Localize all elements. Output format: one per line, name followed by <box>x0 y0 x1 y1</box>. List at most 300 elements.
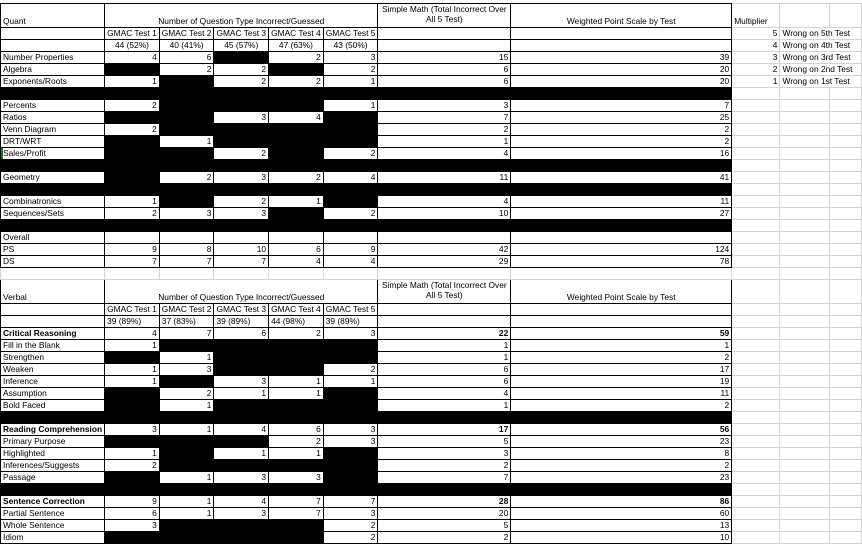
cell[interactable] <box>732 148 780 160</box>
group-header[interactable]: Number of Question Type Incorrect/Guessed <box>105 280 378 304</box>
cell[interactable] <box>732 412 780 424</box>
section-title[interactable]: Quant <box>1 4 105 28</box>
simple-total[interactable]: 22 <box>378 328 511 340</box>
separator-cell[interactable] <box>378 220 511 232</box>
simple-total[interactable]: 29 <box>378 256 511 268</box>
test-score[interactable]: 44 (98%) <box>269 316 324 328</box>
cell[interactable] <box>732 520 780 532</box>
separator-cell[interactable] <box>323 160 378 172</box>
blocked-cell[interactable] <box>269 520 324 532</box>
value-cell[interactable]: 1 <box>269 376 324 388</box>
cell[interactable] <box>780 424 830 436</box>
row-label[interactable]: DRT/WRT <box>1 136 105 148</box>
cell[interactable] <box>780 256 830 268</box>
cell[interactable] <box>732 424 780 436</box>
row-label[interactable]: Ratios <box>1 112 105 124</box>
row-label[interactable]: Reading Comprehension <box>1 424 105 436</box>
cell[interactable] <box>830 508 862 520</box>
cell[interactable] <box>378 268 511 280</box>
value-cell[interactable]: 4 <box>269 112 324 124</box>
simple-math-header[interactable]: Simple Math (Total Incorrect Over All 5 Test) <box>378 4 511 28</box>
cell[interactable] <box>780 220 830 232</box>
weighted-total[interactable]: 16 <box>511 148 732 160</box>
test-header[interactable]: GMAC Test 5 <box>323 304 378 316</box>
value-cell[interactable]: 1 <box>105 376 160 388</box>
multiplier-value[interactable]: 1 <box>732 76 780 88</box>
row-label[interactable]: PS <box>1 244 105 256</box>
row-label[interactable]: Passage <box>1 472 105 484</box>
row-label[interactable]: Assumption <box>1 388 105 400</box>
cell[interactable] <box>780 520 830 532</box>
separator-cell[interactable] <box>214 220 269 232</box>
cell[interactable] <box>732 448 780 460</box>
blocked-cell[interactable] <box>269 208 324 220</box>
blocked-cell[interactable] <box>323 400 378 412</box>
blocked-cell[interactable] <box>214 124 269 136</box>
cell[interactable] <box>830 316 862 328</box>
cell[interactable] <box>511 304 732 316</box>
separator-cell[interactable] <box>105 220 160 232</box>
cell[interactable] <box>780 280 830 304</box>
simple-math-header[interactable]: Simple Math (Total Incorrect Over All 5 Test) <box>378 280 511 304</box>
value-cell[interactable]: 2 <box>323 520 378 532</box>
separator-cell[interactable] <box>269 412 324 424</box>
row-label[interactable]: Inferences/Suggests <box>1 460 105 472</box>
simple-total[interactable]: 1 <box>378 136 511 148</box>
separator-cell[interactable] <box>378 484 511 496</box>
cell[interactable] <box>732 196 780 208</box>
simple-total[interactable]: 5 <box>378 520 511 532</box>
weighted-total[interactable]: 41 <box>511 172 732 184</box>
cell[interactable] <box>830 520 862 532</box>
cell[interactable] <box>732 256 780 268</box>
test-score[interactable]: 37 (83%) <box>159 316 214 328</box>
weighted-total[interactable]: 2 <box>511 352 732 364</box>
value-cell[interactable]: 9 <box>105 244 160 256</box>
cell[interactable] <box>732 280 780 304</box>
cell[interactable] <box>732 496 780 508</box>
cell[interactable] <box>732 208 780 220</box>
cell[interactable] <box>830 184 862 196</box>
value-cell[interactable]: 1 <box>159 508 214 520</box>
row-label[interactable]: Sales/Profit <box>1 148 105 160</box>
weighted-total[interactable]: 20 <box>511 64 732 76</box>
value-cell[interactable]: 2 <box>323 64 378 76</box>
cell[interactable] <box>732 124 780 136</box>
cell[interactable] <box>780 472 830 484</box>
separator-cell[interactable] <box>1 88 105 100</box>
separator-cell[interactable] <box>511 88 732 100</box>
blocked-cell[interactable] <box>323 112 378 124</box>
value-cell[interactable]: 1 <box>269 388 324 400</box>
cell[interactable] <box>214 268 269 280</box>
weighted-total[interactable]: 2 <box>511 400 732 412</box>
value-cell[interactable]: 2 <box>159 172 214 184</box>
cell[interactable] <box>1 268 105 280</box>
simple-total[interactable]: 11 <box>378 172 511 184</box>
row-label[interactable]: Percents <box>1 100 105 112</box>
cell[interactable] <box>830 280 862 304</box>
value-cell[interactable]: 1 <box>105 448 160 460</box>
simple-total[interactable] <box>378 232 511 244</box>
cell[interactable] <box>830 496 862 508</box>
value-cell[interactable]: 2 <box>214 196 269 208</box>
cell[interactable] <box>732 112 780 124</box>
value-cell[interactable]: 7 <box>159 256 214 268</box>
blocked-cell[interactable] <box>269 460 324 472</box>
row-label[interactable]: Sentence Correction <box>1 496 105 508</box>
value-cell[interactable]: 3 <box>214 376 269 388</box>
test-header[interactable]: GMAC Test 4 <box>269 304 324 316</box>
weighted-total[interactable]: 8 <box>511 448 732 460</box>
value-cell[interactable]: 3 <box>159 208 214 220</box>
value-cell[interactable] <box>214 232 269 244</box>
blocked-cell[interactable] <box>105 532 160 544</box>
separator-cell[interactable] <box>159 88 214 100</box>
value-cell[interactable]: 1 <box>159 400 214 412</box>
blocked-cell[interactable] <box>159 100 214 112</box>
separator-cell[interactable] <box>159 484 214 496</box>
cell[interactable] <box>830 424 862 436</box>
cell[interactable] <box>780 160 830 172</box>
separator-cell[interactable] <box>1 412 105 424</box>
cell[interactable] <box>830 208 862 220</box>
cell[interactable] <box>780 400 830 412</box>
test-score[interactable]: 39 (89%) <box>105 316 160 328</box>
weighted-total[interactable]: 27 <box>511 208 732 220</box>
row-label[interactable]: Overall <box>1 232 105 244</box>
weighted-total[interactable]: 86 <box>511 496 732 508</box>
cell[interactable] <box>732 328 780 340</box>
blocked-cell[interactable] <box>159 448 214 460</box>
blocked-cell[interactable] <box>105 112 160 124</box>
separator-cell[interactable] <box>378 412 511 424</box>
cell[interactable] <box>780 352 830 364</box>
cell[interactable] <box>780 304 830 316</box>
cell[interactable] <box>732 376 780 388</box>
blocked-cell[interactable] <box>323 196 378 208</box>
blocked-cell[interactable] <box>159 436 214 448</box>
test-header[interactable]: GMAC Test 5 <box>323 28 378 40</box>
cell[interactable] <box>780 496 830 508</box>
cell[interactable] <box>378 316 511 328</box>
blocked-cell[interactable] <box>269 352 324 364</box>
blocked-cell[interactable] <box>269 340 324 352</box>
value-cell[interactable]: 3 <box>269 472 324 484</box>
blocked-cell[interactable] <box>323 340 378 352</box>
blocked-cell[interactable] <box>269 100 324 112</box>
separator-cell[interactable] <box>378 184 511 196</box>
cell[interactable] <box>830 220 862 232</box>
value-cell[interactable]: 2 <box>269 76 324 88</box>
blocked-cell[interactable] <box>214 400 269 412</box>
cell[interactable] <box>830 268 862 280</box>
row-label[interactable]: Whole Sentence <box>1 520 105 532</box>
multiplier-label[interactable]: Wrong on 1st Test <box>780 76 862 88</box>
value-cell[interactable]: 1 <box>105 196 160 208</box>
blocked-cell[interactable] <box>105 64 160 76</box>
separator-cell[interactable] <box>511 220 732 232</box>
simple-total[interactable]: 5 <box>378 436 511 448</box>
test-header[interactable]: GMAC Test 2 <box>159 28 214 40</box>
separator-cell[interactable] <box>214 160 269 172</box>
value-cell[interactable]: 1 <box>159 424 214 436</box>
weighted-header[interactable]: Weighted Point Scale by Test <box>511 280 732 304</box>
value-cell[interactable]: 1 <box>323 76 378 88</box>
simple-total[interactable]: 10 <box>378 208 511 220</box>
value-cell[interactable]: 2 <box>323 364 378 376</box>
weighted-total[interactable]: 60 <box>511 508 732 520</box>
blocked-cell[interactable] <box>323 448 378 460</box>
blocked-cell[interactable] <box>105 172 160 184</box>
value-cell[interactable]: 3 <box>214 112 269 124</box>
simple-total[interactable]: 1 <box>378 400 511 412</box>
weighted-total[interactable]: 78 <box>511 256 732 268</box>
cell[interactable] <box>159 268 214 280</box>
blocked-cell[interactable] <box>159 124 214 136</box>
value-cell[interactable]: 1 <box>105 364 160 376</box>
cell[interactable] <box>780 376 830 388</box>
weighted-total[interactable]: 13 <box>511 520 732 532</box>
blocked-cell[interactable] <box>159 148 214 160</box>
cell[interactable] <box>830 124 862 136</box>
value-cell[interactable]: 4 <box>323 256 378 268</box>
row-label[interactable]: Sequences/Sets <box>1 208 105 220</box>
simple-total[interactable]: 20 <box>378 508 511 520</box>
row-label[interactable]: Strengthen <box>1 352 105 364</box>
separator-cell[interactable] <box>1 484 105 496</box>
separator-cell[interactable] <box>323 412 378 424</box>
blocked-cell[interactable] <box>159 520 214 532</box>
value-cell[interactable]: 1 <box>159 136 214 148</box>
separator-cell[interactable] <box>378 160 511 172</box>
row-label[interactable]: Idiom <box>1 532 105 544</box>
multiplier-header[interactable]: Multiplier <box>732 4 780 28</box>
cell[interactable] <box>732 184 780 196</box>
cell[interactable] <box>830 436 862 448</box>
row-label[interactable]: Inference <box>1 376 105 388</box>
cell[interactable] <box>780 508 830 520</box>
separator-cell[interactable] <box>1 184 105 196</box>
value-cell[interactable]: 2 <box>323 208 378 220</box>
cell[interactable] <box>830 256 862 268</box>
cell[interactable] <box>780 388 830 400</box>
value-cell[interactable] <box>323 232 378 244</box>
separator-cell[interactable] <box>511 484 732 496</box>
separator-cell[interactable] <box>159 160 214 172</box>
value-cell[interactable]: 3 <box>323 328 378 340</box>
separator-cell[interactable] <box>1 220 105 232</box>
separator-cell[interactable] <box>511 160 732 172</box>
value-cell[interactable]: 2 <box>214 76 269 88</box>
cell[interactable] <box>378 40 511 52</box>
separator-cell[interactable] <box>323 220 378 232</box>
blocked-cell[interactable] <box>105 400 160 412</box>
value-cell[interactable]: 2 <box>159 64 214 76</box>
simple-total[interactable]: 28 <box>378 496 511 508</box>
test-header[interactable]: GMAC Test 1 <box>105 28 160 40</box>
separator-cell[interactable] <box>159 220 214 232</box>
cell[interactable] <box>830 148 862 160</box>
blocked-cell[interactable] <box>214 136 269 148</box>
cell[interactable] <box>830 340 862 352</box>
separator-cell[interactable] <box>105 88 160 100</box>
value-cell[interactable]: 3 <box>159 364 214 376</box>
cell[interactable] <box>830 304 862 316</box>
multiplier-label[interactable]: Wrong on 3rd Test <box>780 52 862 64</box>
cell[interactable] <box>732 136 780 148</box>
weighted-total[interactable]: 11 <box>511 196 732 208</box>
cell[interactable] <box>732 532 780 544</box>
value-cell[interactable]: 7 <box>269 508 324 520</box>
cell[interactable] <box>780 328 830 340</box>
blocked-cell[interactable] <box>159 196 214 208</box>
cell[interactable] <box>732 436 780 448</box>
row-label[interactable]: Weaken <box>1 364 105 376</box>
blocked-cell[interactable] <box>323 136 378 148</box>
blocked-cell[interactable] <box>269 136 324 148</box>
cell[interactable] <box>780 316 830 328</box>
row-label[interactable]: Critical Reasoning <box>1 328 105 340</box>
cell[interactable] <box>732 460 780 472</box>
blocked-cell[interactable] <box>269 364 324 376</box>
value-cell[interactable]: 8 <box>159 244 214 256</box>
cell[interactable] <box>780 88 830 100</box>
cell[interactable] <box>780 232 830 244</box>
multiplier-value[interactable]: 3 <box>732 52 780 64</box>
blocked-cell[interactable] <box>214 340 269 352</box>
cell[interactable] <box>780 436 830 448</box>
simple-total[interactable]: 2 <box>378 460 511 472</box>
blocked-cell[interactable] <box>214 352 269 364</box>
blocked-cell[interactable] <box>269 148 324 160</box>
value-cell[interactable]: 3 <box>323 436 378 448</box>
value-cell[interactable]: 1 <box>105 340 160 352</box>
value-cell[interactable]: 6 <box>214 328 269 340</box>
value-cell[interactable]: 1 <box>323 376 378 388</box>
value-cell[interactable]: 3 <box>105 520 160 532</box>
cell[interactable] <box>732 88 780 100</box>
blocked-cell[interactable] <box>269 64 324 76</box>
value-cell[interactable]: 2 <box>105 208 160 220</box>
cell[interactable] <box>780 136 830 148</box>
cell[interactable] <box>732 472 780 484</box>
row-label[interactable]: Highlighted <box>1 448 105 460</box>
blocked-cell[interactable] <box>105 136 160 148</box>
cell[interactable] <box>732 244 780 256</box>
separator-cell[interactable] <box>269 160 324 172</box>
cell[interactable] <box>780 364 830 376</box>
multiplier-label[interactable]: Wrong on 4th Test <box>780 40 862 52</box>
row-label[interactable]: Exponents/Roots <box>1 76 105 88</box>
test-score[interactable]: 47 (63%) <box>269 40 324 52</box>
value-cell[interactable]: 1 <box>159 496 214 508</box>
cell[interactable] <box>732 232 780 244</box>
blocked-cell[interactable] <box>214 100 269 112</box>
weighted-total[interactable]: 2 <box>511 136 732 148</box>
blocked-cell[interactable] <box>323 388 378 400</box>
separator-cell[interactable] <box>214 88 269 100</box>
cell[interactable] <box>830 328 862 340</box>
separator-cell[interactable] <box>105 412 160 424</box>
cell[interactable] <box>780 484 830 496</box>
weighted-total[interactable]: 23 <box>511 472 732 484</box>
value-cell[interactable]: 2 <box>323 532 378 544</box>
cell[interactable] <box>732 400 780 412</box>
value-cell[interactable]: 6 <box>269 244 324 256</box>
cell[interactable] <box>732 352 780 364</box>
blocked-cell[interactable] <box>269 124 324 136</box>
blocked-cell[interactable] <box>269 532 324 544</box>
value-cell[interactable]: 1 <box>214 448 269 460</box>
separator-cell[interactable] <box>269 184 324 196</box>
separator-cell[interactable] <box>511 412 732 424</box>
cell[interactable] <box>511 268 732 280</box>
simple-total[interactable]: 15 <box>378 52 511 64</box>
value-cell[interactable]: 3 <box>214 208 269 220</box>
separator-cell[interactable] <box>214 484 269 496</box>
group-header[interactable]: Number of Question Type Incorrect/Guessed <box>105 4 378 28</box>
value-cell[interactable]: 3 <box>323 508 378 520</box>
value-cell[interactable]: 2 <box>105 100 160 112</box>
value-cell[interactable]: 4 <box>214 496 269 508</box>
cell[interactable] <box>830 4 862 28</box>
cell[interactable] <box>732 484 780 496</box>
cell[interactable] <box>830 88 862 100</box>
cell[interactable] <box>830 352 862 364</box>
cell[interactable] <box>511 316 732 328</box>
separator-cell[interactable] <box>214 184 269 196</box>
cell[interactable] <box>780 244 830 256</box>
cell[interactable] <box>830 196 862 208</box>
simple-total[interactable]: 6 <box>378 64 511 76</box>
cell[interactable] <box>830 112 862 124</box>
weighted-total[interactable]: 10 <box>511 532 732 544</box>
weighted-total[interactable]: 25 <box>511 112 732 124</box>
value-cell[interactable]: 2 <box>269 172 324 184</box>
cell[interactable] <box>732 100 780 112</box>
cell[interactable] <box>830 532 862 544</box>
blocked-cell[interactable] <box>323 352 378 364</box>
value-cell[interactable]: 4 <box>269 256 324 268</box>
value-cell[interactable]: 2 <box>269 436 324 448</box>
cell[interactable] <box>830 448 862 460</box>
value-cell[interactable]: 3 <box>105 424 160 436</box>
blocked-cell[interactable] <box>214 460 269 472</box>
blocked-cell[interactable] <box>269 400 324 412</box>
cell[interactable] <box>732 220 780 232</box>
cell[interactable] <box>780 148 830 160</box>
value-cell[interactable]: 1 <box>269 196 324 208</box>
blocked-cell[interactable] <box>214 436 269 448</box>
cell[interactable] <box>1 316 105 328</box>
blocked-cell[interactable] <box>105 436 160 448</box>
row-label[interactable]: Combinatronics <box>1 196 105 208</box>
value-cell[interactable]: 2 <box>323 148 378 160</box>
simple-total[interactable]: 3 <box>378 448 511 460</box>
weighted-total[interactable]: 2 <box>511 124 732 136</box>
cell[interactable] <box>780 100 830 112</box>
blocked-cell[interactable] <box>323 472 378 484</box>
multiplier-value[interactable]: 2 <box>732 64 780 76</box>
cell[interactable] <box>780 196 830 208</box>
multiplier-value[interactable]: 5 <box>732 28 780 40</box>
cell[interactable] <box>323 268 378 280</box>
cell[interactable] <box>732 268 780 280</box>
cell[interactable] <box>780 448 830 460</box>
cell[interactable] <box>780 412 830 424</box>
separator-cell[interactable] <box>323 484 378 496</box>
